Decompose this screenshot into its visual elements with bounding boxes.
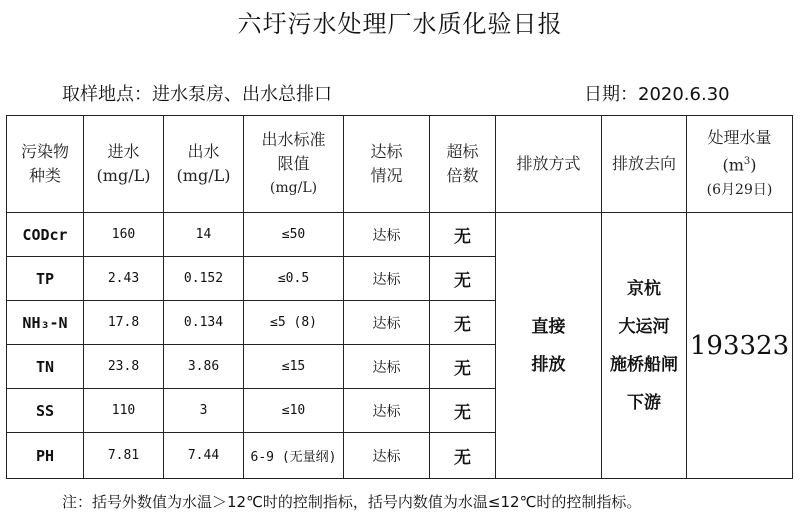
header-compliance: 达标 情况 bbox=[344, 116, 430, 213]
pollutant-name: PH bbox=[7, 433, 84, 479]
discharge-destination: 京杭 大运河 施桥船闸 下游 bbox=[602, 213, 687, 479]
exceed-factor: 无 bbox=[430, 389, 496, 433]
limit-value: ≤5 (8) bbox=[244, 301, 344, 345]
exceed-factor: 无 bbox=[430, 213, 496, 257]
pollutant-name: SS bbox=[7, 389, 84, 433]
inflow-value: 17.8 bbox=[84, 301, 164, 345]
outflow-value: 14 bbox=[164, 213, 244, 257]
report-title: 六圩污水处理厂水质化验日报 bbox=[237, 10, 563, 38]
discharge-method: 直接 排放 bbox=[496, 213, 602, 479]
table-row bbox=[7, 213, 793, 257]
outflow-value: 7.44 bbox=[164, 433, 244, 479]
water-quality-table bbox=[6, 115, 793, 479]
outflow-value: 3 bbox=[164, 389, 244, 433]
exceed-factor: 无 bbox=[430, 433, 496, 479]
header-exceed: 超标 倍数 bbox=[430, 116, 496, 213]
outflow-value: 0.152 bbox=[164, 257, 244, 301]
pollutant-name: TP bbox=[7, 257, 84, 301]
outflow-value: 3.86 bbox=[164, 345, 244, 389]
limit-value: ≤15 bbox=[244, 345, 344, 389]
exceed-factor: 无 bbox=[430, 345, 496, 389]
limit-value: 6-9 (无量纲) bbox=[244, 433, 344, 479]
compliance-status: 达标 bbox=[344, 389, 430, 433]
header-volume: 处理水量 $(m^3)$ (6月29日) bbox=[687, 116, 793, 213]
sampling-location: 取样地点：进水泵房、出水总排口 bbox=[62, 84, 332, 105]
header-limit: 出水标准 限值 (mg/L) bbox=[244, 116, 344, 213]
outflow-value: 0.134 bbox=[164, 301, 244, 345]
compliance-status: 达标 bbox=[344, 257, 430, 301]
limit-value: ≤0.5 bbox=[244, 257, 344, 301]
compliance-status: 达标 bbox=[344, 213, 430, 257]
treated-volume: 193323 bbox=[687, 213, 793, 479]
header-pollutant: 污染物 种类 bbox=[7, 116, 84, 213]
pollutant-name: TN bbox=[7, 345, 84, 389]
inflow-value: 160 bbox=[84, 213, 164, 257]
report-date: 日期：2020.6.30 bbox=[584, 84, 730, 105]
header-outflow: 出水 (mg/L) bbox=[164, 116, 244, 213]
footnote: 注：括号外数值为水温＞12℃时的控制指标，括号内数值为水温≤12℃时的控制指标。 bbox=[62, 493, 642, 511]
exceed-factor: 无 bbox=[430, 301, 496, 345]
table-header-row bbox=[7, 116, 793, 213]
exceed-factor: 无 bbox=[430, 257, 496, 301]
compliance-status: 达标 bbox=[344, 345, 430, 389]
inflow-value: 110 bbox=[84, 389, 164, 433]
inflow-value: 2.43 bbox=[84, 257, 164, 301]
inflow-value: 7.81 bbox=[84, 433, 164, 479]
pollutant-name: NH₃-N bbox=[7, 301, 84, 345]
header-inflow: 进水 (mg/L) bbox=[84, 116, 164, 213]
inflow-value: 23.8 bbox=[84, 345, 164, 389]
compliance-status: 达标 bbox=[344, 433, 430, 479]
limit-value: ≤50 bbox=[244, 213, 344, 257]
limit-value: ≤10 bbox=[244, 389, 344, 433]
header-discharge-method: 排放方式 bbox=[496, 116, 602, 213]
pollutant-name: CODcr bbox=[7, 213, 84, 257]
header-discharge-destination: 排放去向 bbox=[602, 116, 687, 213]
compliance-status: 达标 bbox=[344, 301, 430, 345]
